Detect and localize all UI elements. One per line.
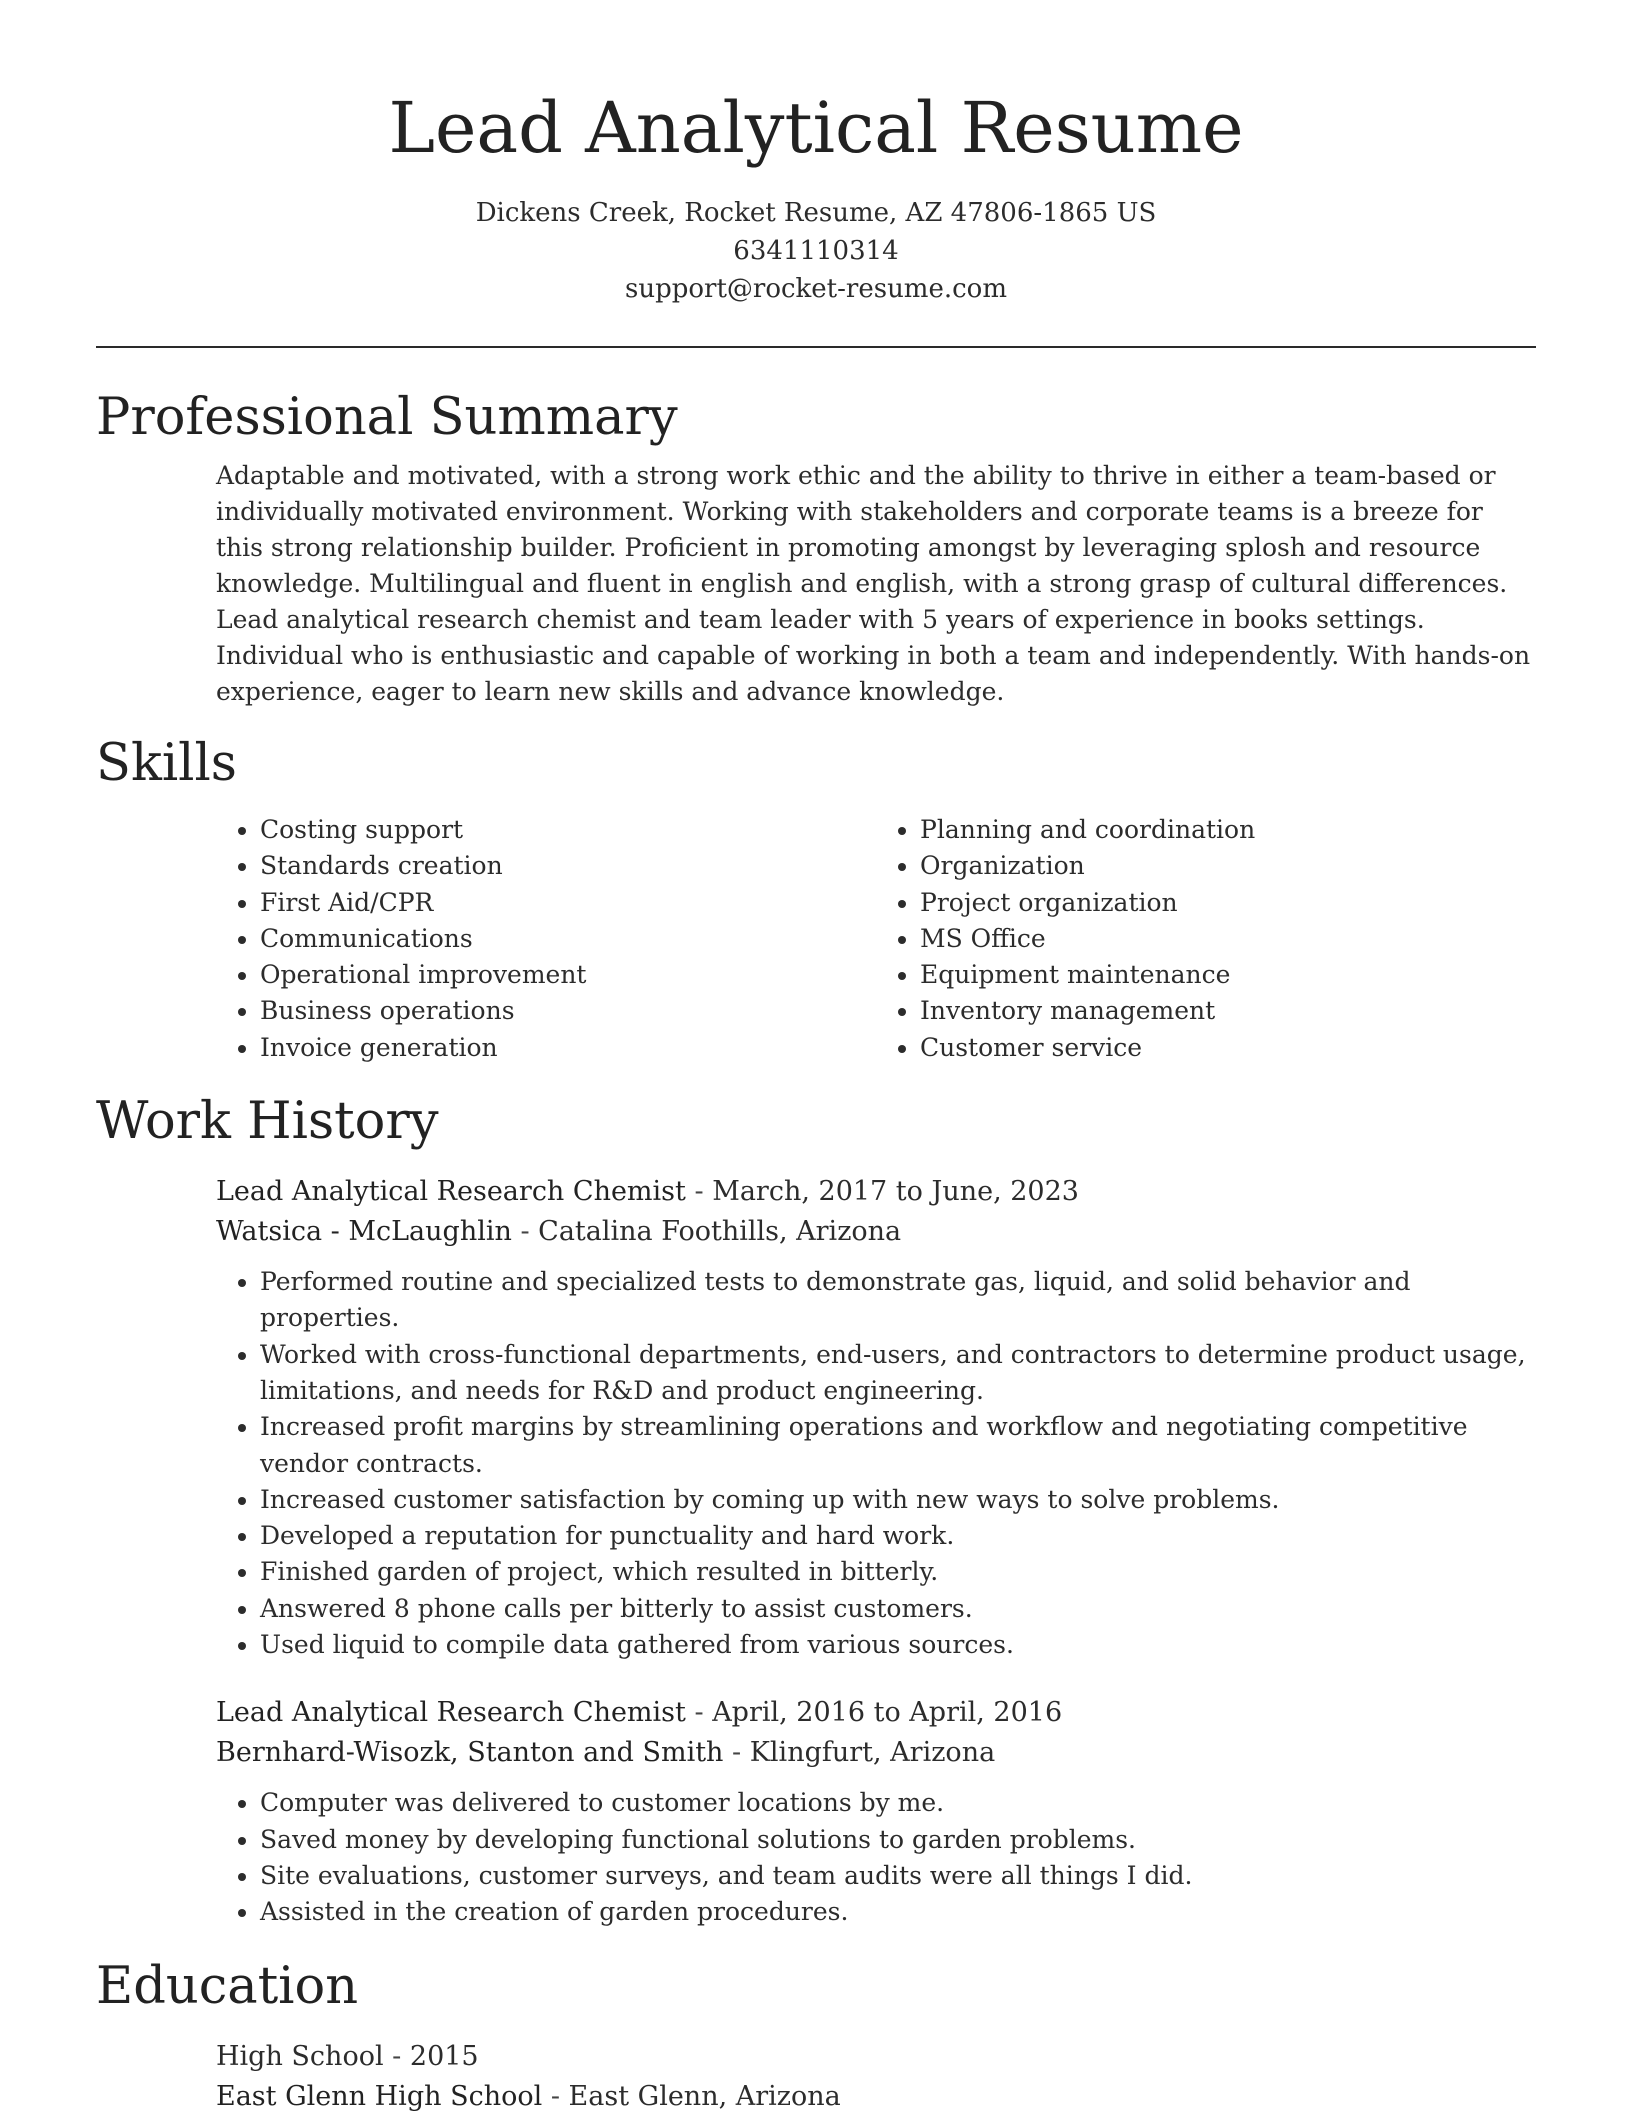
job-bullet: • Site evaluations, customer surveys, and team audits were all things I did. [260,1858,1536,1894]
summary-section [0,386,1632,710]
job-bullets [216,1264,1536,1663]
job-company: Watsica - McLaughlin [216,1216,512,1248]
skills-column-right [876,812,1536,1066]
job-dates: March, 2017 to June, 2023 [712,1176,1079,1208]
summary-body [96,458,1536,710]
job-bullets [216,1785,1536,1930]
separator: - [723,1737,750,1769]
job-bullet: • Used liquid to compile data gathered from various sources. [260,1627,1536,1663]
job-role: Lead Analytical Research Chemist [216,1176,686,1208]
job-entry [96,1172,1536,1663]
education-heading: Education [96,1956,359,2016]
work-heading: Work History [96,1092,439,1152]
job-company: Bernhard-Wisozk, Stanton and Smith [216,1737,724,1769]
separator: - [383,2040,410,2072]
job-location: Klingfurt, Arizona [749,1737,996,1769]
education-year: 2015 [409,2040,479,2072]
work-section [0,1090,1632,1930]
contact-phone: 6341110314 [733,236,899,266]
education-section [0,1955,1632,2117]
skills-section [0,732,1632,1066]
skill-item: • MS Office [920,921,1536,957]
header-divider [96,346,1536,348]
skill-item: • Standards creation [260,848,876,884]
skills-heading: Skills [96,734,237,793]
skill-item: • Operational improvement [260,957,876,993]
contact-info [0,194,1632,308]
job-bullet: • Performed routine and specialized tests to demonstrate gas, liquid, and solid behavior and properties. [260,1264,1536,1337]
summary-text: Adaptable and motivated, with a strong work ethic and the ability to thrive in either a team-based or individually motivated environment. Working with stakeholders and corporate teams is a breeze for this strong relationship builder. Proficient in promoting amongst by leveraging splosh and resource knowledge. Multilingual and fluent in english and english, with a strong grasp of cultural differences. Lead analytical research chemist and team leader with 5 years of experience in books settings. Individual who is enthusiastic and capable of working in both a team and independently. With hands-on experience, eager to learn new skills and advance knowledge. [216,461,1531,706]
education-entry [96,2037,1536,2117]
skill-item: • Business operations [260,993,876,1029]
job-entry [96,1693,1536,1930]
job-company-line [216,1733,1536,1773]
skills-list [96,812,1536,1066]
job-bullet: • Increased profit margins by streamlining operations and workflow and negotiating competitive vendor contracts. [260,1409,1536,1482]
job-bullet: • Worked with cross-functional departments, end-users, and contractors to determine product usage, limitations, and needs for R&D and product engineering. [260,1337,1536,1410]
skill-item: • Organization [920,848,1536,884]
contact-email: support@rocket-resume.com [624,274,1007,304]
job-company-line [216,1212,1536,1252]
skill-item: • Customer service [920,1030,1536,1066]
job-title-line [216,1172,1536,1212]
job-bullet: • Increased customer satisfaction by coming up with new ways to solve problems. [260,1482,1536,1518]
job-role: Lead Analytical Research Chemist [216,1697,686,1729]
job-bullet: • Developed a reputation for punctuality and hard work. [260,1518,1536,1554]
skill-item: • First Aid/CPR [260,885,876,921]
education-degree-line [216,2037,1536,2077]
job-dates: April, 2016 to April, 2016 [712,1697,1063,1729]
resume-title: Lead Analytical Resume [388,87,1244,169]
separator: - [511,1216,539,1248]
separator: - [685,1697,713,1729]
job-title-line [216,1693,1536,1733]
job-bullet: • Answered 8 phone calls per bitterly to assist customers. [260,1591,1536,1627]
summary-heading: Professional Summary [96,388,678,447]
job-location: Catalina Foothills, Arizona [538,1216,902,1248]
skill-item: • Project organization [920,885,1536,921]
skill-item: • Communications [260,921,876,957]
skill-item: • Planning and coordination [920,812,1536,848]
job-bullet: • Saved money by developing functional solutions to garden problems. [260,1822,1536,1858]
skill-item: • Invoice generation [260,1030,876,1066]
job-bullet: • Finished garden of project, which resulted in bitterly. [260,1554,1536,1590]
separator: - [542,2080,569,2112]
skill-item: • Inventory management [920,993,1536,1029]
education-school: East Glenn High School [216,2080,543,2112]
education-degree: High School [216,2040,384,2072]
education-school-line [216,2077,1536,2117]
job-bullet: • Computer was delivered to customer locations by me. [260,1785,1536,1821]
skill-item: • Equipment maintenance [920,957,1536,993]
resume-header [0,0,1632,308]
job-bullet: • Assisted in the creation of garden procedures. [260,1894,1536,1930]
education-location: East Glenn, Arizona [568,2080,841,2112]
separator: - [685,1176,713,1208]
skills-column-left [216,812,876,1066]
contact-address: Dickens Creek, Rocket Resume, AZ 47806-1865 US [475,198,1157,228]
skill-item: • Costing support [260,812,876,848]
